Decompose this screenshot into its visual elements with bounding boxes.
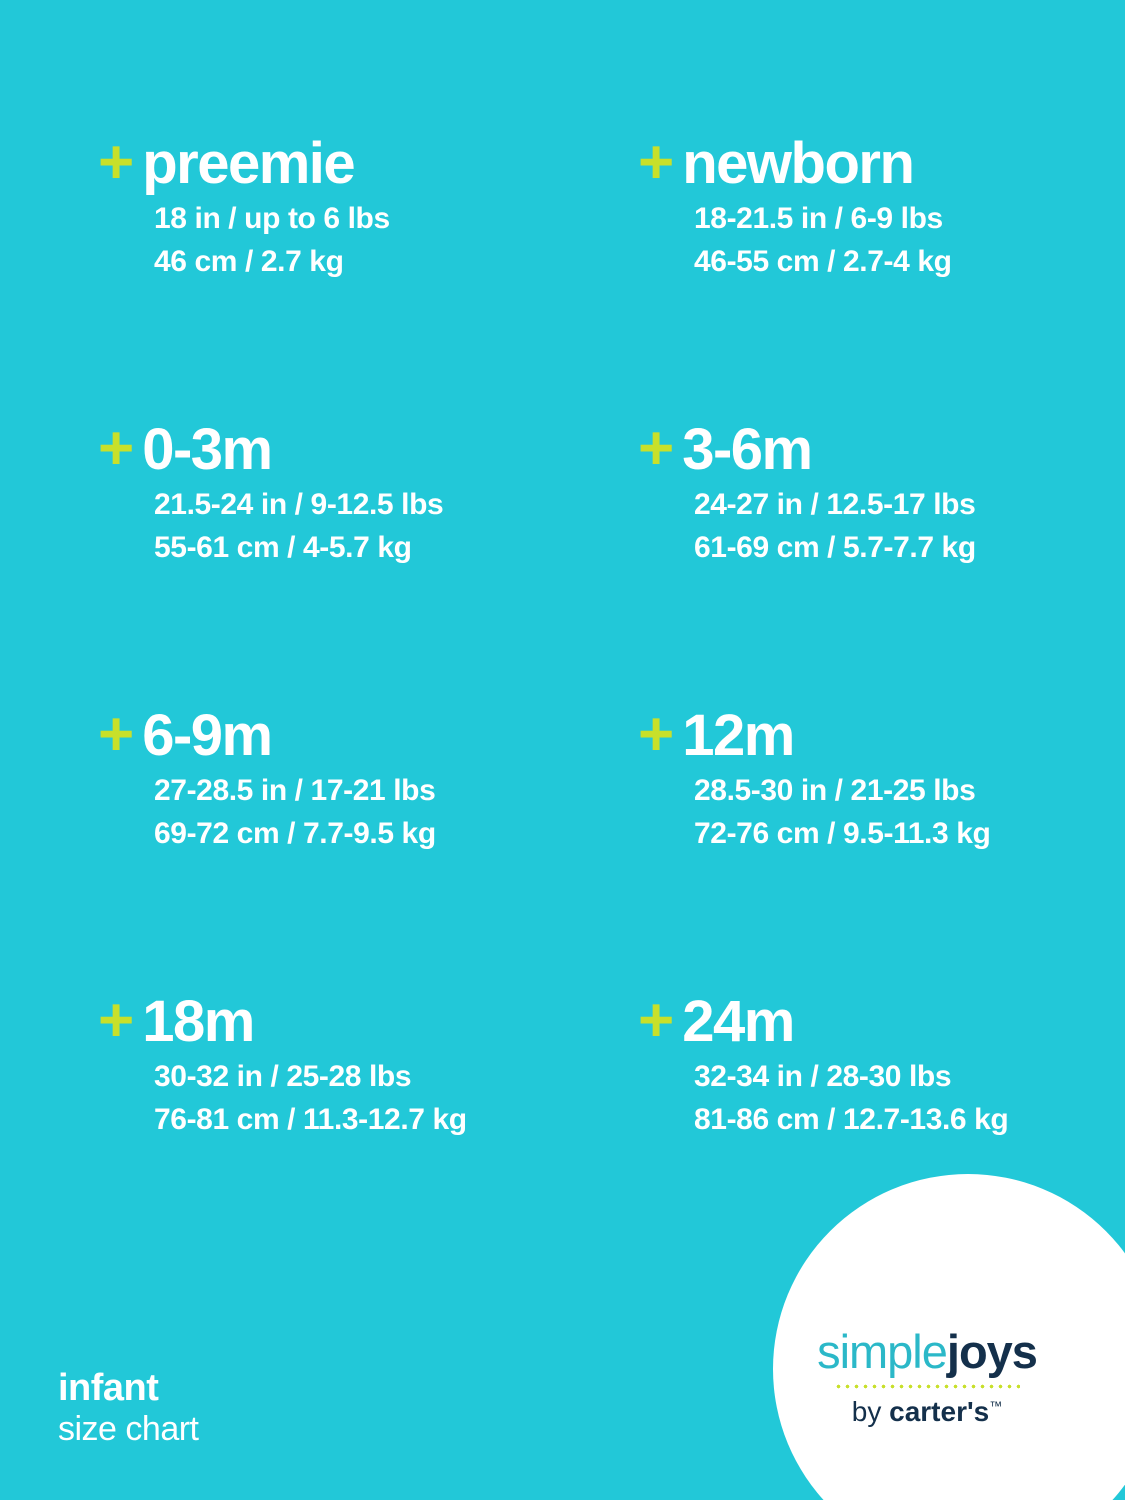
size-heading [98, 128, 638, 197]
brand-word-joys: joys [946, 1325, 1037, 1378]
size-imperial: 18 in / up to 6 lbs [154, 202, 390, 235]
size-label: 18m [142, 989, 254, 1054]
size-cell-18m [98, 986, 638, 1276]
size-metric: 46-55 cm / 2.7-4 kg [694, 244, 952, 278]
size-heading [98, 700, 638, 769]
plus-icon: + [638, 414, 673, 483]
brand-logo-bottom [787, 1398, 1067, 1426]
size-heading [638, 700, 1125, 769]
size-cell-6-9m [98, 700, 638, 990]
size-label: 6-9m [142, 703, 272, 768]
size-heading [638, 128, 1125, 197]
plus-icon: + [98, 128, 133, 197]
size-imperial: 24-27 in / 12.5-17 lbs [694, 488, 976, 521]
size-imperial: 30-32 in / 25-28 lbs [154, 1060, 412, 1093]
size-label: 24m [682, 989, 794, 1054]
brand-by-label: by [851, 1396, 890, 1427]
brand-logo-top [787, 1325, 1067, 1378]
size-metric: 81-86 cm / 12.7-13.6 kg [694, 1102, 1009, 1136]
size-grid [0, 128, 1125, 1276]
chart-title: infant [58, 1367, 159, 1410]
size-metric: 55-61 cm / 4-5.7 kg [154, 530, 412, 564]
size-metric: 61-69 cm / 5.7-7.7 kg [694, 530, 976, 564]
size-imperial: 18-21.5 in / 6-9 lbs [694, 202, 943, 235]
size-label: newborn [682, 131, 914, 196]
size-heading [98, 986, 638, 1055]
chart-subtitle: size chart [58, 1409, 199, 1448]
size-label: preemie [142, 131, 355, 196]
size-metric: 69-72 cm / 7.7-9.5 kg [154, 816, 436, 850]
size-cell-0-3m [98, 414, 638, 704]
plus-icon: + [638, 986, 673, 1055]
plus-icon: + [98, 986, 133, 1055]
brand-carters-label: carter's [889, 1396, 990, 1427]
size-imperial: 32-34 in / 28-30 lbs [694, 1060, 952, 1093]
size-cell-3-6m [638, 414, 1125, 704]
size-label: 0-3m [142, 417, 272, 482]
size-imperial: 28.5-30 in / 21-25 lbs [694, 774, 976, 807]
size-cell-newborn [638, 128, 1125, 418]
plus-icon: + [98, 700, 133, 769]
size-label: 3-6m [682, 417, 812, 482]
trademark-symbol: ™ [989, 1398, 1003, 1414]
size-heading [638, 986, 1125, 1055]
plus-icon: + [98, 414, 133, 483]
size-metric: 76-81 cm / 11.3-12.7 kg [154, 1102, 467, 1136]
plus-icon: + [638, 128, 673, 197]
size-metric: 46 cm / 2.7 kg [154, 244, 344, 278]
size-imperial: 27-28.5 in / 17-21 lbs [154, 774, 436, 807]
size-imperial: 21.5-24 in / 9-12.5 lbs [154, 488, 444, 521]
dotted-rule [834, 1384, 1020, 1389]
size-cell-12m [638, 700, 1125, 990]
chart-title-block [58, 1367, 199, 1448]
plus-icon: + [638, 700, 673, 769]
size-cell-preemie [98, 128, 638, 418]
brand-logo [787, 1325, 1067, 1427]
size-heading [638, 414, 1125, 483]
size-label: 12m [682, 703, 794, 768]
brand-word-simple: simple [817, 1325, 947, 1378]
size-heading [98, 414, 638, 483]
size-metric: 72-76 cm / 9.5-11.3 kg [694, 816, 991, 850]
